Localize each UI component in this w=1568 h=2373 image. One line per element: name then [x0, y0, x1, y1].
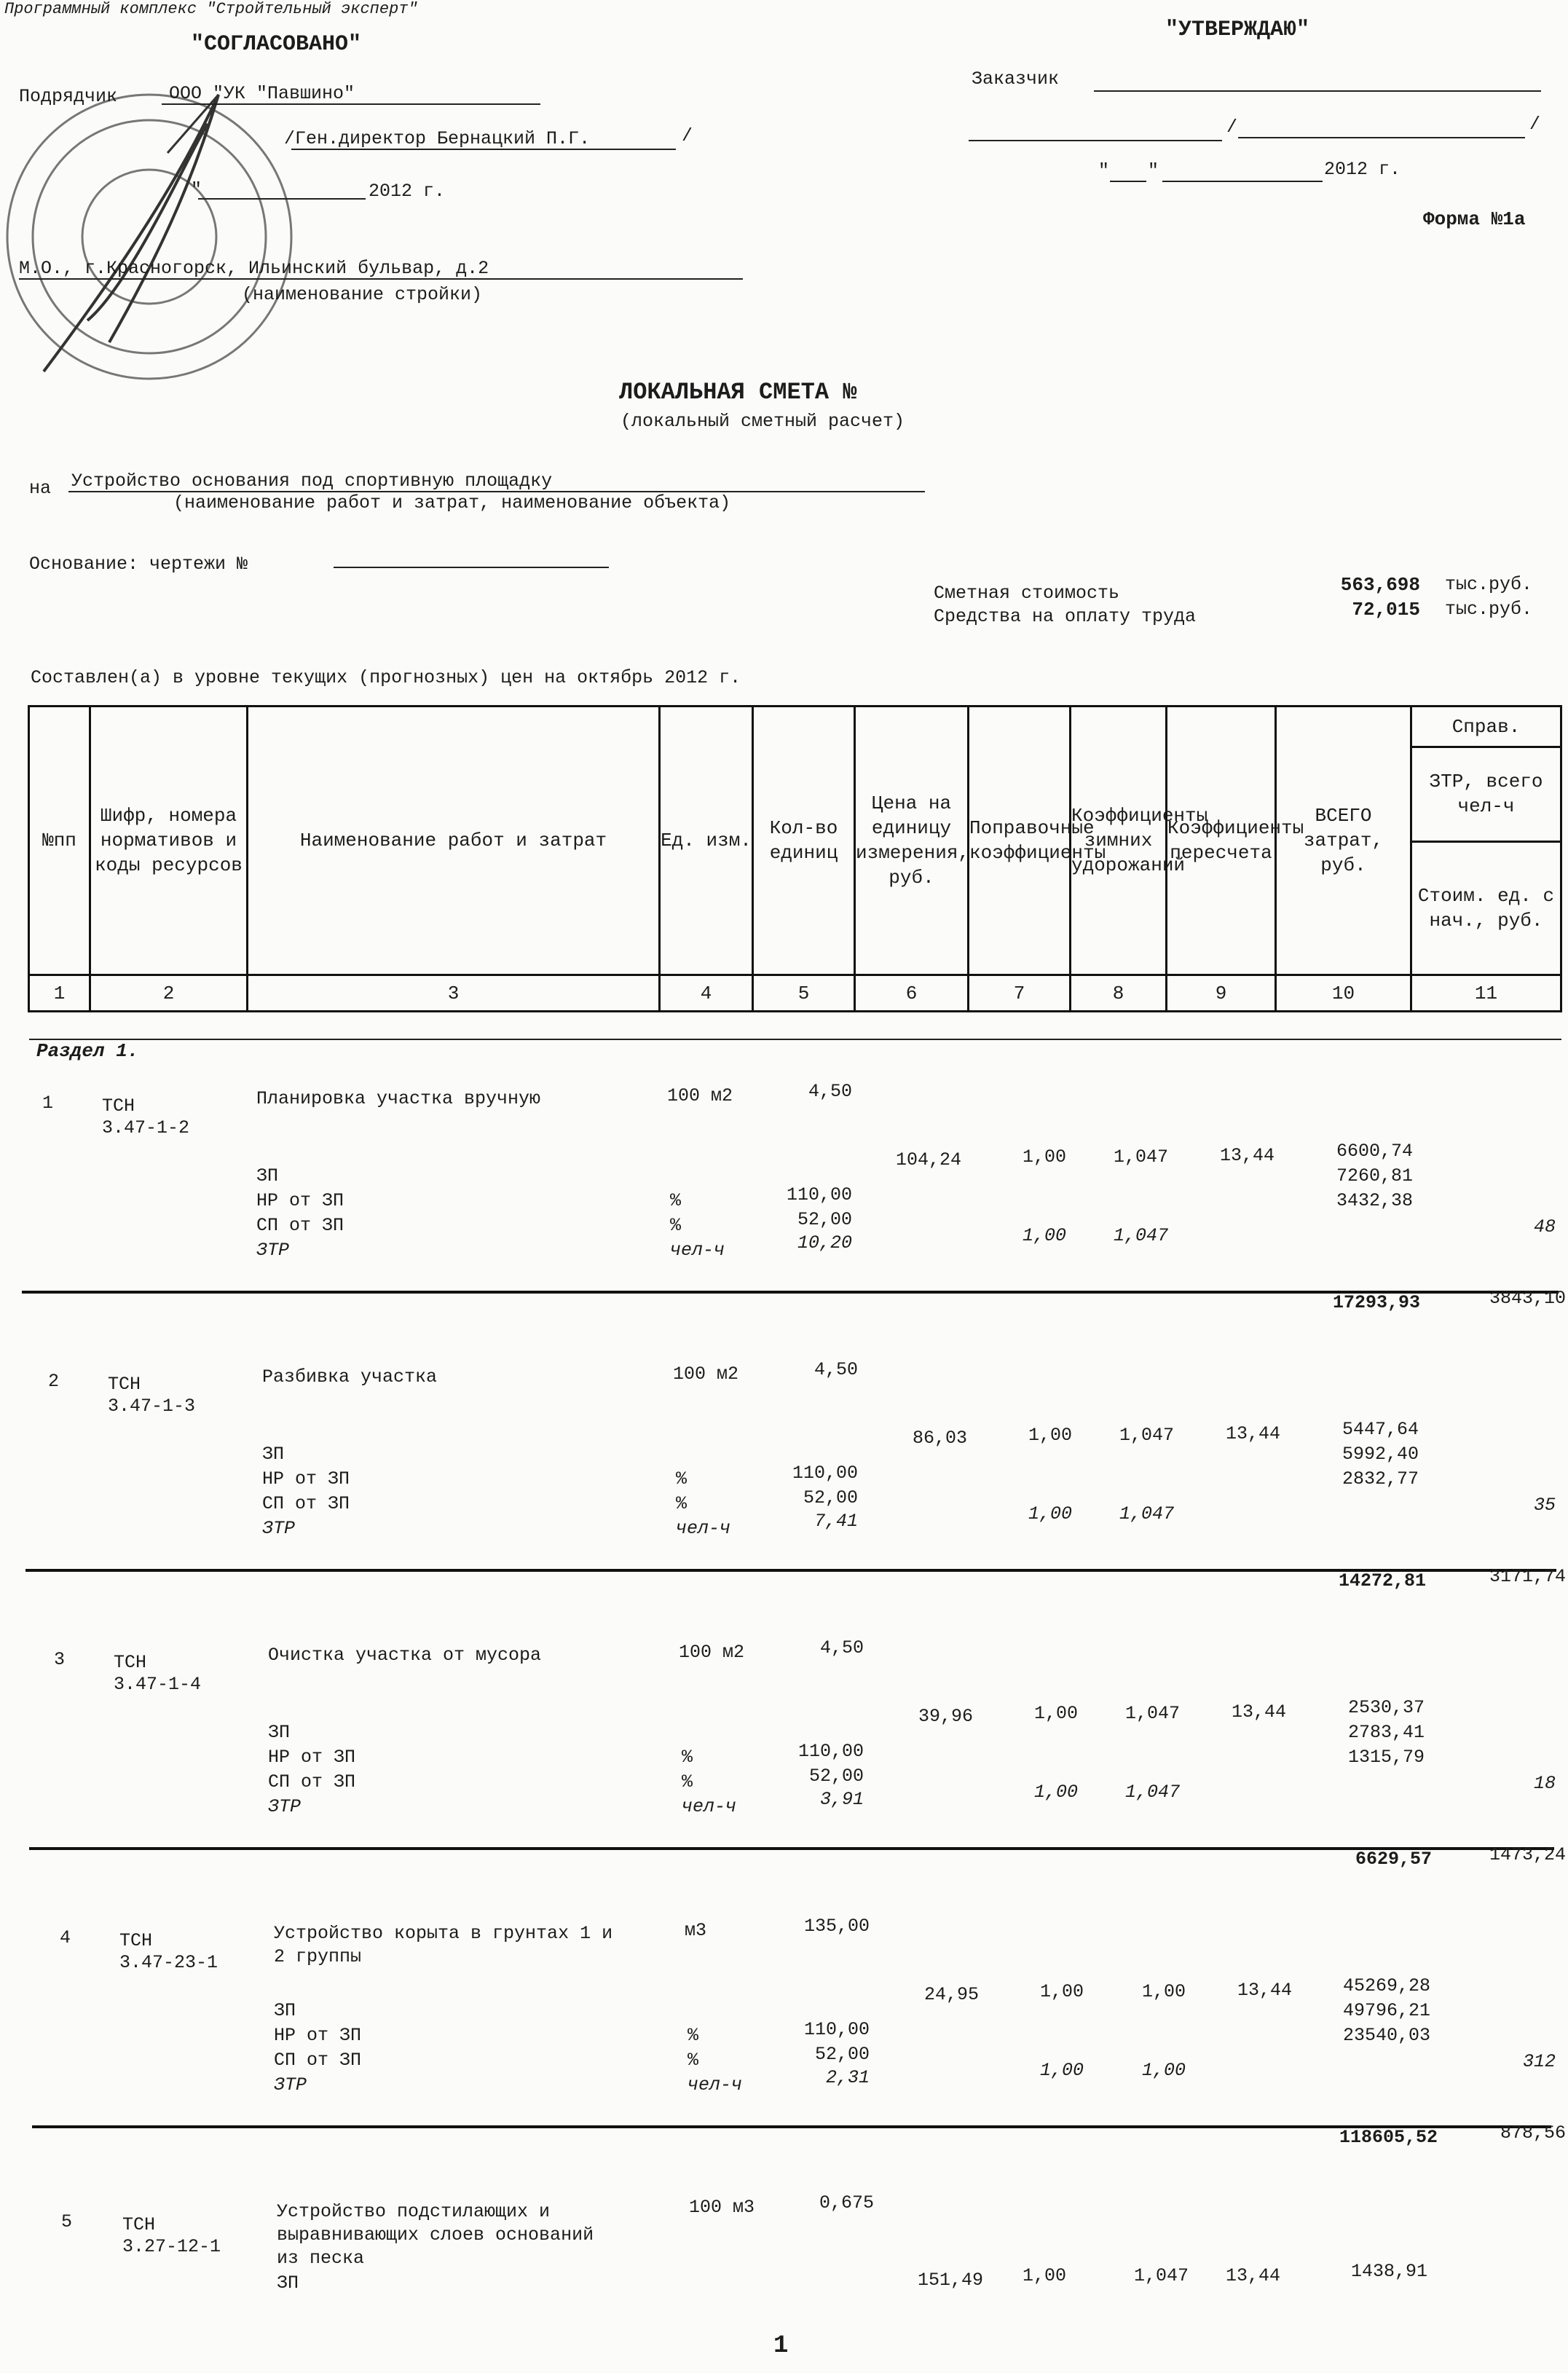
item-code-prefix: ТСН	[102, 1095, 135, 1117]
wage-fund-value: 72,015	[1352, 599, 1420, 621]
item-winter-coef: 1,00	[1141, 1981, 1186, 2002]
item-code: 3.27-12-1	[122, 2236, 221, 2257]
header-col-unit-cost: Стоим. ед. с нач., руб.	[1411, 841, 1561, 975]
item-name-line-1: Очистка участка от мусора	[268, 1645, 542, 1666]
item-overhead-amount: 5992,40	[1342, 1444, 1419, 1465]
col-num-9: 9	[1167, 975, 1276, 1012]
item-unit-cost: 878,56	[1500, 2122, 1566, 2144]
item-wage-amount: 5447,64	[1342, 1419, 1419, 1440]
item-profit-label: СП от ЗП	[274, 2050, 362, 2071]
item-wage-label: ЗП	[277, 2272, 299, 2294]
header-col-qty: Кол-во единиц	[753, 707, 855, 975]
item-unit-price: 151,49	[917, 2270, 983, 2291]
document-title: ЛОКАЛЬНАЯ СМЕТА №	[619, 379, 857, 406]
item-unit-cost: 3843,10	[1489, 1288, 1566, 1309]
object-name: Устройство основания под спортивную площадку	[71, 471, 553, 492]
basis-label: Основание: чертежи №	[29, 554, 248, 575]
item-correction-coef: 1,00	[1033, 1703, 1078, 1724]
item-wage-label: ЗП	[274, 2000, 296, 2021]
item-quantity: 0,675	[819, 2192, 874, 2213]
item-labor-total: 35	[1533, 1495, 1556, 1516]
item-correction-coef: 1,00	[1022, 2265, 1066, 2286]
signer-slash: /	[682, 125, 693, 146]
item-profit-pct-sign: %	[676, 1493, 688, 1514]
item-total: 17293,93	[1332, 1292, 1420, 1313]
item-overhead-pct-sign: %	[670, 1190, 682, 1211]
header-col-reference: Справ.	[1411, 707, 1561, 747]
item-recalc-coef: 13,44	[1231, 1701, 1286, 1723]
item-labor-total: 312	[1522, 2051, 1556, 2072]
customer-slash-1: /	[1226, 117, 1238, 138]
item-overhead-label: НР от ЗП	[256, 1190, 344, 1211]
customer-sign-underline-right	[1238, 137, 1525, 138]
item-overhead-pct: 110,00	[792, 1463, 858, 1484]
item-profit-pct-sign: %	[688, 2050, 699, 2071]
item-unit: 100 м3	[689, 2197, 755, 2218]
item-name-line-2: выравнивающих слоев оснований	[277, 2224, 594, 2246]
site-caption: (наименование стройки)	[242, 284, 483, 305]
item-overhead-pct: 110,00	[786, 1184, 852, 1205]
item-code-prefix: ТСН	[122, 2214, 156, 2235]
document-subtitle: (локальный сметный расчет)	[620, 411, 905, 432]
item-number: 5	[61, 2211, 73, 2232]
item-labor-correction: 1,00	[1039, 2060, 1084, 2081]
item-correction-coef: 1,00	[1022, 1146, 1066, 1168]
on-label: на	[29, 478, 52, 499]
item-code: 3.47-1-2	[102, 1117, 190, 1138]
approved-title: "УТВЕРЖДАЮ"	[1165, 17, 1310, 42]
item-profit-pct: 52,00	[803, 1487, 858, 1508]
item-code: 3.47-23-1	[119, 1952, 218, 1973]
item-unit-cost: 3171,74	[1489, 1566, 1566, 1587]
estimate-header-table	[28, 705, 1562, 1012]
item-profit-amount: 2832,77	[1342, 1468, 1419, 1489]
item-labor-unit: чел-ч	[688, 2074, 743, 2095]
item-profit-label: СП от ЗП	[268, 1771, 356, 1792]
item-labor-label: ЗТР	[262, 1518, 296, 1539]
item-name-line-3: из песка	[277, 2248, 365, 2269]
contractor-underline	[162, 103, 540, 105]
col-num-8: 8	[1071, 975, 1167, 1012]
item-unit: 100 м2	[679, 1642, 745, 1663]
item-name-line-1: Устройство подстилающих и	[277, 2201, 551, 2222]
item-overhead-label: НР от ЗП	[268, 1747, 356, 1768]
item-wage-amount: 45269,28	[1342, 1975, 1430, 1996]
item-code: 3.47-1-4	[114, 1674, 202, 1695]
item-labor-qty: 10,20	[797, 1232, 852, 1254]
col-num-1: 1	[29, 975, 90, 1012]
signer-underline	[291, 149, 676, 150]
col-num-11: 11	[1411, 975, 1561, 1012]
item-unit: м3	[685, 1920, 707, 1941]
item-labor-correction: 1,00	[1028, 1503, 1072, 1524]
item-wage-label: ЗП	[262, 1444, 285, 1465]
item-unit-price: 86,03	[912, 1428, 967, 1449]
item-overhead-amount: 2783,41	[1347, 1722, 1425, 1743]
item-profit-pct-sign: %	[682, 1771, 693, 1792]
item-correction-coef: 1,00	[1028, 1425, 1072, 1446]
header-col-correction: Поправочные коэффициенты	[969, 707, 1071, 975]
basis-underline	[334, 567, 609, 568]
item-name-line-1: Разбивка участка	[262, 1366, 438, 1388]
item-profit-amount: 23540,03	[1342, 2025, 1430, 2046]
item-total: 14272,81	[1338, 1570, 1426, 1591]
col-num-10: 10	[1276, 975, 1411, 1012]
item-labor-label: ЗТР	[268, 1796, 302, 1817]
item-code: 3.47-1-3	[108, 1396, 196, 1417]
site-underline	[19, 278, 743, 280]
section-title: Раздел 1.	[36, 1040, 139, 1062]
item-overhead-pct-sign: %	[688, 2025, 699, 2046]
item-labor-total: 18	[1533, 1773, 1556, 1794]
header-col-total: ВСЕГО затрат, руб.	[1276, 707, 1411, 975]
col-num-5: 5	[753, 975, 855, 1012]
header-col-labor: ЗТР, всего чел-ч	[1411, 747, 1561, 842]
header-col-unit: Ед. изм.	[660, 707, 753, 975]
contractor-name: ООО "УК "Павшино"	[169, 83, 355, 104]
header-col-number: №пп	[29, 707, 90, 975]
item-profit-label: СП от ЗП	[256, 1215, 344, 1236]
item-labor-winter: 1,047	[1113, 1225, 1168, 1246]
item-total: 118605,52	[1339, 2127, 1438, 2148]
item-profit-pct: 52,00	[814, 2044, 870, 2065]
right-date-month-underline	[1162, 181, 1323, 182]
item-number: 2	[48, 1371, 60, 1392]
item-quantity: 4,50	[808, 1081, 852, 1102]
item-profit-label: СП от ЗП	[262, 1493, 350, 1514]
customer-sign-underline-left	[969, 140, 1222, 141]
item-name-line-1: Устройство корыта в грунтах 1 и	[274, 1923, 613, 1944]
header-col-name: Наименование работ и затрат	[248, 707, 660, 975]
item-winter-coef: 1,047	[1133, 2265, 1189, 2286]
item-wage-amount: 1438,91	[1350, 2261, 1427, 2282]
item-number: 1	[42, 1093, 54, 1114]
item-unit: 100 м2	[673, 1363, 739, 1385]
item-total: 6629,57	[1355, 1849, 1432, 1870]
col-num-4: 4	[660, 975, 753, 1012]
item-code-prefix: ТСН	[114, 1652, 147, 1673]
item-unit-price: 104,24	[895, 1149, 961, 1170]
item-labor-winter: 1,047	[1124, 1782, 1180, 1803]
item-code-prefix: ТСН	[108, 1374, 141, 1395]
item-labor-winter: 1,00	[1141, 2060, 1186, 2081]
item-number: 4	[60, 1927, 71, 1948]
item-winter-coef: 1,047	[1124, 1703, 1180, 1724]
header-col-winter: Коэффициенты зимних удорожаний	[1071, 707, 1167, 975]
company-stamp-icon	[0, 66, 306, 415]
item-labor-unit: чел-ч	[670, 1240, 725, 1261]
item-labor-unit: чел-ч	[682, 1796, 737, 1817]
wage-fund-label: Средства на оплату труда	[934, 606, 1197, 627]
item-unit-price: 39,96	[918, 1706, 973, 1727]
program-name: Программный комплекс "Стройтельный эксперт"	[4, 0, 418, 18]
item-profit-pct-sign: %	[670, 1215, 682, 1236]
item-quantity: 4,50	[813, 1359, 858, 1380]
item-unit: 100 м2	[667, 1085, 733, 1106]
item-overhead-pct: 110,00	[803, 2019, 870, 2040]
item-overhead-pct: 110,00	[797, 1741, 864, 1762]
estimated-cost-label: Сметная стоимость	[934, 583, 1120, 604]
header-col-code: Шифр, номера нормативов и коды ресурсов	[90, 707, 248, 975]
estimated-cost-value: 563,698	[1340, 574, 1420, 596]
item-recalc-coef: 13,44	[1237, 1980, 1292, 2001]
prices-level: Составлен(а) в уровне текущих (прогнозных) цен на октябрь 2012 г.	[31, 667, 741, 688]
col-num-7: 7	[969, 975, 1071, 1012]
right-date-quote-open: "	[1098, 160, 1110, 181]
item-overhead-amount: 7260,81	[1336, 1165, 1413, 1186]
customer-label: Заказчик	[972, 68, 1060, 90]
object-caption: (наименование работ и затрат, наименование объекта)	[173, 492, 731, 513]
wage-fund-unit: тыс.руб.	[1445, 599, 1533, 620]
item-overhead-pct-sign: %	[682, 1747, 693, 1768]
item-winter-coef: 1,047	[1113, 1146, 1168, 1168]
contractor-signer: /Ген.директор Бернацкий П.Г.	[284, 128, 591, 149]
item-wage-amount: 6600,74	[1336, 1141, 1413, 1162]
item-name-line-1: Планировка участка вручную	[256, 1088, 541, 1109]
item-profit-amount: 3432,38	[1336, 1190, 1413, 1211]
agreed-title: "СОГЛАСОВАНО"	[191, 32, 362, 57]
item-profit-pct: 52,00	[808, 1766, 864, 1787]
item-labor-qty: 7,41	[813, 1511, 858, 1532]
item-recalc-coef: 13,44	[1219, 1145, 1275, 1166]
item-wage-label: ЗП	[268, 1722, 291, 1743]
item-name-line-2: 2 группы	[274, 1946, 362, 1967]
item-labor-correction: 1,00	[1033, 1782, 1078, 1803]
item-labor-total: 48	[1533, 1216, 1556, 1237]
header-col-price: Цена на единицу измерения, руб.	[855, 707, 969, 975]
item-overhead-label: НР от ЗП	[262, 1468, 350, 1489]
item-labor-label: ЗТР	[256, 1240, 290, 1261]
left-date-underline	[198, 198, 366, 200]
item-labor-label: ЗТР	[274, 2074, 307, 2095]
estimated-cost-unit: тыс.руб.	[1445, 574, 1533, 595]
item-code-prefix: ТСН	[119, 1930, 153, 1951]
item-profit-amount: 1315,79	[1347, 1747, 1425, 1768]
right-date-year: 2012 г.	[1324, 159, 1401, 180]
item-wage-amount: 2530,37	[1347, 1697, 1425, 1718]
item-overhead-pct-sign: %	[676, 1468, 688, 1489]
item-correction-coef: 1,00	[1039, 1981, 1084, 2002]
right-date-day-underline	[1110, 181, 1146, 182]
item-quantity: 135,00	[803, 1916, 870, 1937]
header-col-recalc: Коэффициенты пересчета	[1167, 707, 1276, 975]
item-unit-cost: 1473,24	[1489, 1844, 1566, 1865]
item-unit-price: 24,95	[923, 1984, 979, 2005]
customer-underline	[1094, 90, 1541, 92]
col-num-6: 6	[855, 975, 969, 1012]
left-date-quote: "	[191, 179, 202, 200]
item-number: 3	[54, 1649, 66, 1670]
item-labor-qty: 2,31	[825, 2067, 870, 2088]
item-labor-qty: 3,91	[819, 1789, 864, 1810]
item-labor-correction: 1,00	[1022, 1225, 1066, 1246]
section-top-rule	[29, 1039, 1561, 1040]
item-winter-coef: 1,047	[1119, 1425, 1174, 1446]
item-labor-unit: чел-ч	[676, 1518, 731, 1539]
left-date-year: 2012 г.	[369, 181, 446, 202]
item-labor-winter: 1,047	[1119, 1503, 1174, 1524]
col-num-3: 3	[248, 975, 660, 1012]
right-date-quote-mid: "	[1148, 160, 1159, 181]
item-recalc-coef: 13,44	[1225, 1423, 1280, 1444]
construction-site: М.О., г.Красногорск, Ильинский бульвар, д.2	[19, 258, 489, 279]
col-num-2: 2	[90, 975, 248, 1012]
item-profit-pct: 52,00	[797, 1209, 852, 1230]
item-recalc-coef: 13,44	[1225, 2265, 1280, 2286]
form-number: Форма №1а	[1423, 208, 1526, 230]
item-wage-label: ЗП	[256, 1165, 279, 1186]
item-quantity: 4,50	[819, 1637, 864, 1658]
item-overhead-label: НР от ЗП	[274, 2025, 362, 2046]
customer-slash-2: /	[1529, 114, 1541, 135]
page-number: 1	[773, 2332, 789, 2360]
item-overhead-amount: 49796,21	[1342, 2000, 1430, 2021]
contractor-label: Подрядчик	[19, 86, 118, 107]
